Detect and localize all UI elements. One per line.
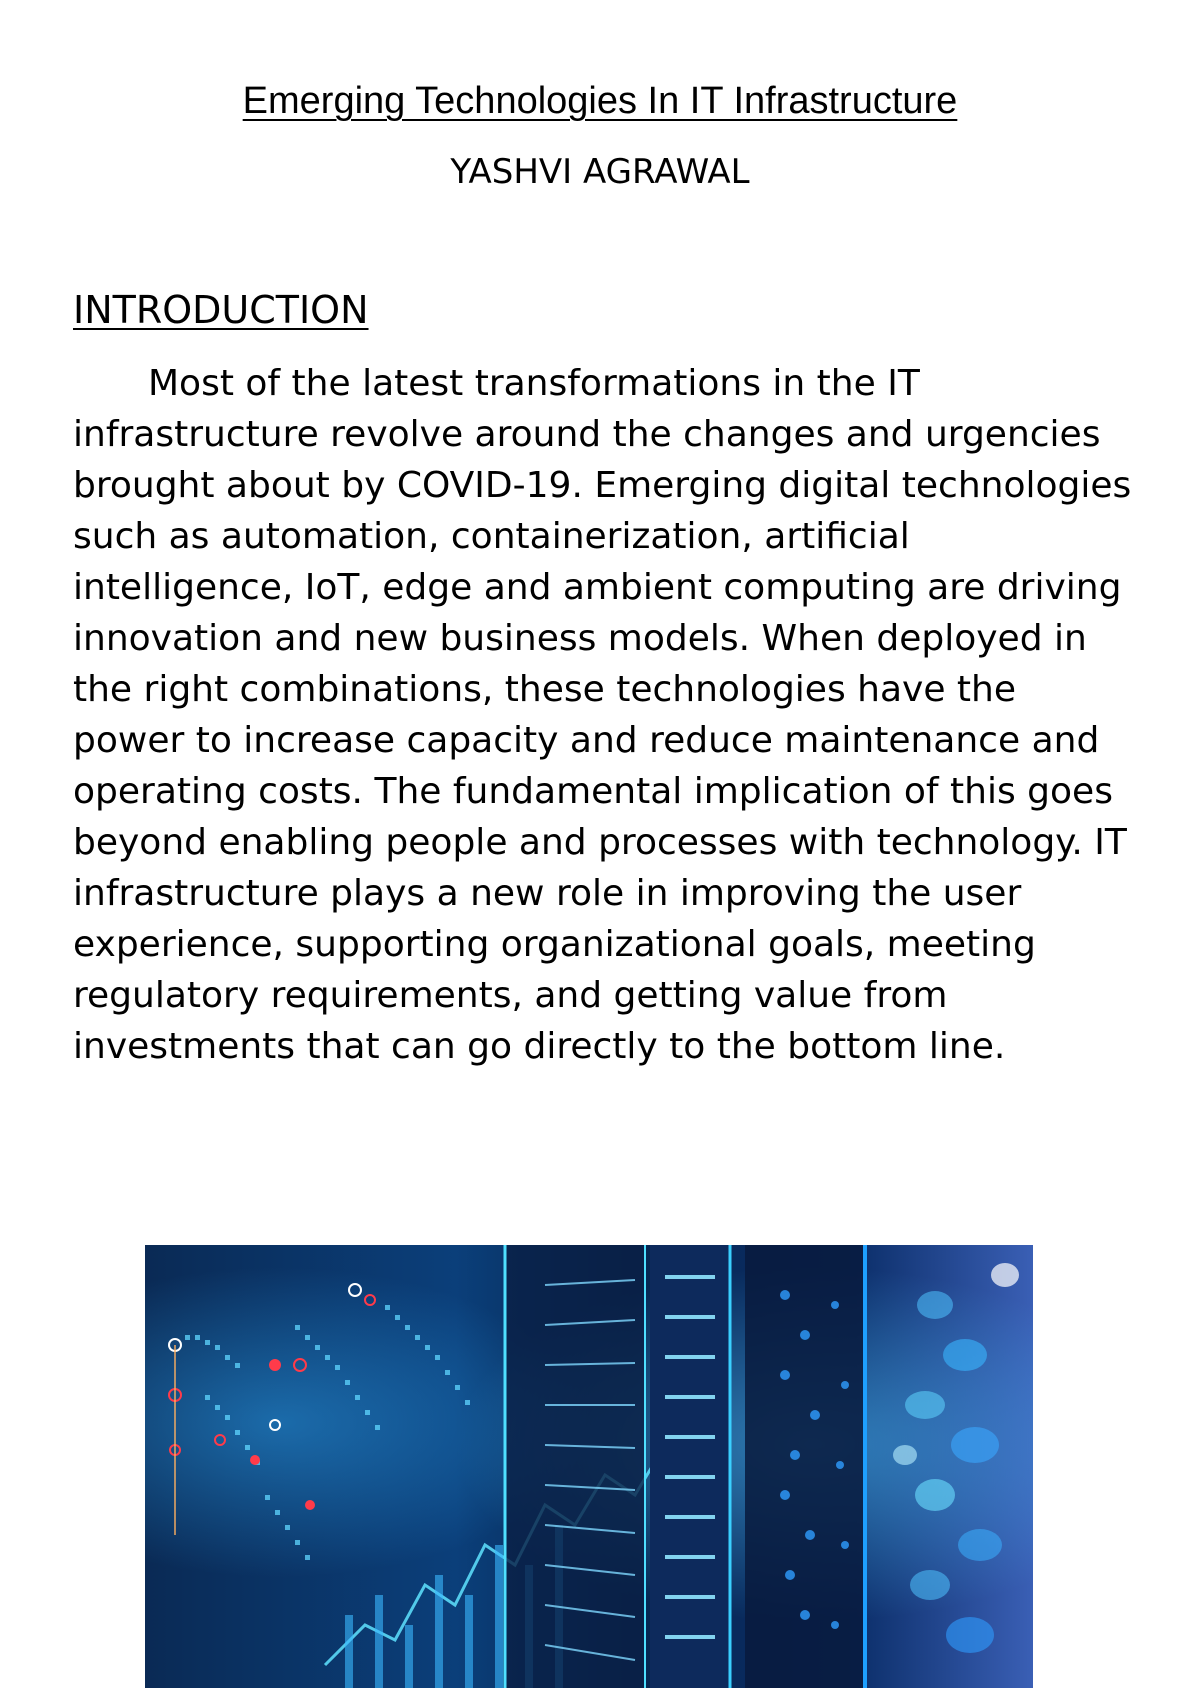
server-rack-right xyxy=(745,1245,865,1688)
server-room-illustration xyxy=(145,1245,1033,1688)
server-rack-center xyxy=(650,1245,730,1688)
server-rack-left xyxy=(505,1245,645,1688)
intro-paragraph: Most of the latest transformations in the IT infrastructure revolve around the changes and urgencies brought about by COVID-19. Emerging digital technologies such as automation, containerization, artificial intelligence, IoT, edge and ambient computing are driving innovation and new business models. When deployed in the right combinations, these technologies have the power to increase capacity and reduce maintenance and operating costs. The fundamental implication of this goes beyond enabling people and processes with technology. IT infrastructure plays a new role in improving the user experience, supporting organizational goals, meeting regulatory requirements, and getting value from investments that can go directly to the bottom line. xyxy=(73,363,1132,1067)
server-room-image xyxy=(145,1245,1033,1688)
section-heading: INTRODUCTION xyxy=(73,288,369,332)
document-title: Emerging Technologies In IT Infrastructure xyxy=(242,80,958,122)
document-author: YASHVI AGRAWAL xyxy=(450,152,750,192)
section-body xyxy=(73,358,1133,1072)
